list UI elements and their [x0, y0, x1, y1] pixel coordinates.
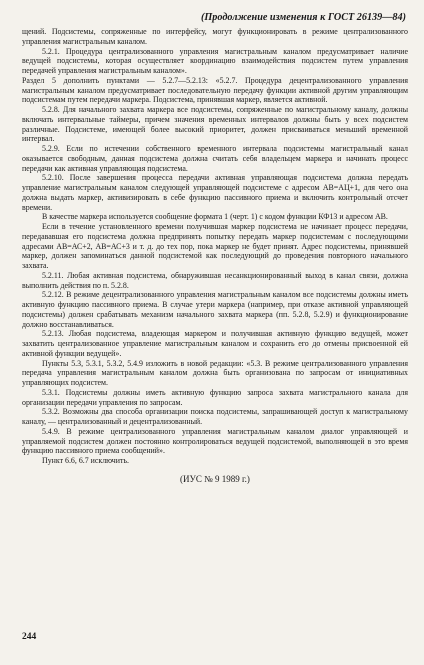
- page-header: (Продолжение изменения к ГОСТ 26139—84): [200, 12, 406, 23]
- paragraph: 5.2.9. Если по истечении собственного временного интервала подсистемы магистральный канал оказывается свободным, данная подсистема должна считать себя владельцем маркера и начинать процесс передачи как активная управляющая подсистема.: [22, 144, 408, 173]
- paragraph: В качестве маркера используется сообщение формата 1 (черт. 1) с кодом функции КФ13 и адресом АВ.: [42, 212, 388, 222]
- paragraph: Если в течение установленного времени получившая маркер подсистема не начинает процесс передачи, передававшая его подсистема должна предпринять попытку передать маркер подсистемам с последующими адресами АВ=АС+2, АВ=АС+3 и т. д. до тех пор, пока маркер не будет принят. Адрес подсистемы, принявшей маркер, должен запоминаться данной подсистемой как последующий до проведения повторного начального захвата.: [22, 222, 408, 270]
- page-number: 244: [22, 632, 37, 642]
- paragraph: 5.4.9. В режиме централизованного управления магистральным каналом диалог управляющей и управляемой подсистем должен постоянно контролироваться ведущей подсистемой, выполняющей в это время функцию пассивного приема сообщений».: [22, 426, 408, 456]
- publication-note: (ИУС № 9 1989 г.): [180, 473, 250, 484]
- paragraph: 5.3.2. Возможны два способа организации поиска подсистемы, запрашивающей доступ к магистральному каналу, — централизованный и децентрализованный.: [22, 407, 408, 426]
- paragraph: щений. Подсистемы, сопряженные по интерфейсу, могут функционировать в режиме централизованного управления магистральным каналом.: [22, 27, 408, 46]
- paragraph: Раздел 5 дополнить пунктами — 5.2.7—5.2.13: «5.2.7. Процедура децентрализованного управления магистральным каналом предусматривает последовательную передачу функции активной другим управляющим подсистемам путем передачи маркера. Подсистема, принявшая маркер, является активной.: [22, 75, 408, 105]
- paragraph: 5.2.13. Любая подсистема, владеющая маркером и получившая активную функцию ведущей, может захватить централизованное управление магистральным каналом и сохранить его до отмены присвоенной ей активной функции ведущей».: [22, 329, 408, 358]
- document-body: [22, 27, 408, 466]
- paragraph: 5.2.11. Любая активная подсистема, обнаружившая несанкционированный выход в канал связи, должна выполнить действия по п. 5.2.8.: [22, 270, 408, 290]
- paragraph: 5.2.12. В режиме децентрализованного управления магистральным каналом все подсистемы должны иметь активную функцию пассивного приема. В случае утери маркера (например, при отказе активной управляющей подсистемы) должен срабатывать механизм начального захвата маркера (пп. 5.2.8, 5.2.9) и функционирование должно восстанавливаться.: [22, 290, 408, 329]
- paragraph: Пункт 6.6, 6.7 исключить.: [42, 456, 129, 465]
- paragraph: 5.2.10. После завершения процесса передачи активная управляющая подсистема должна передать управление магистральным каналом следующей управляющей подсистеме с адресом АВ=АЦ+1, для чего она должна выдать маркер, активизировать в себе функцию пассивного приема и включить контрольный отсчет времени.: [22, 173, 408, 212]
- paragraph: Пункты 5.3, 5.3.1, 5.3.2, 5.4.9 изложить в новой редакции: «5.3. В режиме централизованного управления передача управления магистральным каналом должна быть организована по запросам от инициативных управляющих подсистем.: [22, 358, 408, 387]
- paragraph: 5.2.1. Процедура централизованного управления магистральным каналом предусматривает наличие ведущей подсистемы, которая осуществляет координацию взаимодействия подсистем путем управления передачей управления магистральным каналом».: [22, 46, 408, 75]
- paragraph: 5.2.8. Для начального захвата маркера все подсистемы, сопряженные по магистральному каналу, должны включать интервальные таймеры, причем значения временных интервалов должны быть у всех подсистем различные. Подсистеме, имеющей более высокий приоритет, должен присваиваться меньший временной интервал.: [22, 105, 408, 144]
- paragraph: 5.3.1. Подсистемы должны иметь активную функцию запроса захвата магистрального канала для организации передачи управления по запросам.: [22, 387, 408, 407]
